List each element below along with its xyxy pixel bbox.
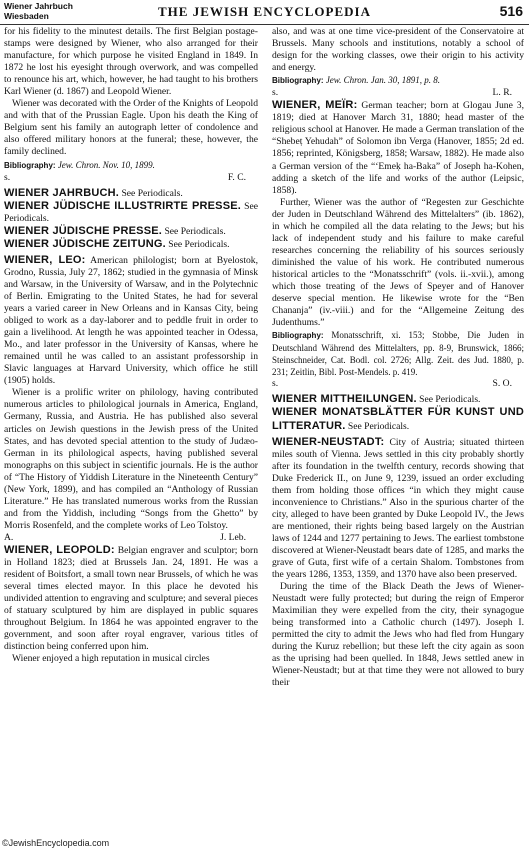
signature-code: A.: [4, 531, 14, 543]
entry-body: American philologist; born at Byelostok, Grodno, Russia, July 27, 1862; studied in the gymnasia of Minsk and Warsaw, in the University of Warsaw, and in the Polytechnic of Berlin. Emigrating to the United States, he had for several years a varied career in New Orleans and in Kansas City, being obliged to work as a day-laborer and to peddle fruit in order to gain a livelihood. At length he was appointed teacher in Odessa, Mo., and later professor in the University of Kansas, where he remained until he was called to an assistant professorship in Slavic languages at Harvard University, which office he still (1905) holds.: [4, 254, 259, 387]
entry-wiener-mittheilungen: [272, 393, 524, 406]
paragraph: Wiener was decorated with the Order of the Knights of Leopold and with that of the Prussian Eagle. Upon his death the King of Belgium sent his family an autograph letter of condolence and also offered military honors at the funeral; these, however, the family declined.: [4, 98, 258, 158]
running-head: [0, 0, 529, 25]
entry-wiener-judische-zeitung: [4, 238, 258, 251]
bibliography-text: Jew. Chron. Nov. 10, 1899.: [57, 159, 155, 170]
entry-wiener-judische-presse: [4, 225, 258, 238]
entry-wiener-monatsblatter: [272, 406, 524, 432]
signature-line: [272, 378, 524, 390]
page-number: 516: [499, 3, 523, 19]
entry-body: Belgian engraver and sculptor; born in Holland 1823; died at Brussels Jan. 24, 1891. He was a resident of Boitsfort, a small town near Brussels, of which he was several times elected mayor. In this place he devoted his undivided attention to engraving and sculpture; and several pieces of statuary sculptured by him are displayed in public squares throughout Belgium. In 1864 he was appointed engraver to the government, and soon after royal engraver, various titles of distinction being conferred upon him.: [4, 544, 258, 653]
entry-body: City of Austria; situated thirteen miles south of Vienna. Jews settled in this city probably shortly after its foundation in the twelfth century, records showing that Duke Frederick II., on June 9, 1239, issued an order excluding them from holding those offices “in which they might cause inconvenience to Christians.” Also in the spurious charter of the city, alleged to have been granted by Duke Leopold IV., the Jews are mentioned, their rights being based largely on the Austrian laws of 1244 and 1277 pertaining to Jews. The earliest tombstone discovered at Wiener-Neustadt bears date of 1285, and marks the grave of Guta, first wife of a certain Shalom. Tombstones from the years 1286, 1353, 1359, and 1370 have also been preserved.: [272, 436, 524, 581]
signature-line: [272, 87, 524, 99]
signature-initials: L. R.: [492, 87, 512, 99]
entry-crossref: See Periodicals.: [168, 238, 230, 250]
entry-crossref: See Periodicals.: [121, 187, 183, 199]
entry-crossref: See Periodicals.: [419, 394, 481, 406]
entry-headword: WIENER JÜDISCHE ZEITUNG.: [4, 237, 166, 250]
signature-initials: J. Leb.: [220, 531, 246, 543]
page-title: THE JEWISH ENCYCLOPEDIA: [158, 4, 371, 19]
entry-headword: WIENER, MEÏR:: [272, 99, 358, 112]
entry-headword: WIENER MITTHEILUNGEN.: [272, 393, 417, 406]
entry-wiener-meir: [272, 99, 524, 196]
signature-line: [4, 172, 258, 184]
entry-wiener-jahrbuch: [4, 187, 258, 200]
site-credit: ©JewishEncyclopedia.com: [2, 838, 110, 848]
paragraph: During the time of the Black Death the Jews of Wiener-Neustadt were fully protected; but during the reign of Emperor Maximilian they were expelled from the city, their synagogue being transformed into a Catholic church (1497). Joseph I. permitted the city to admit the Jews who had fled from Hungary during the Kuruz rebellion; but these left the city again as soon as the uprising had been quelled. In 1848, Jews settled anew in Wiener-Neustadt; but at that time they were not allowed to bury their: [272, 581, 524, 689]
entry-headword: WIENER MONATSBLÄTTER FÜR KUNST UND LITTERATUR.: [272, 406, 524, 432]
entry-wiener-leopold: [4, 544, 258, 653]
entry-headword: WIENER, LEOPOLD:: [4, 543, 115, 556]
signature-line: [4, 532, 258, 544]
signature-code: s.: [4, 171, 11, 183]
entry-headword: WIENER, LEO:: [4, 253, 86, 266]
bibliography-label: Bibliography:: [272, 76, 324, 86]
bibliography: [272, 74, 524, 87]
bibliography-text: Monatsschrift, xi. 153; Stobbe, Die Juden in Deutschland Während des Mittelalters, pp. 8-9, Brunswick, 1866; Steinschneider, Cat. Bodl. col. 2726; Allg. Zeit. des Jud. 1880, p. 231; Zeitlin, Bibl. Post-Mendels. p. 419.: [272, 330, 524, 378]
bibliography: [272, 329, 524, 378]
signature-code: s.: [272, 87, 279, 99]
entry-headword: WIENER JÜDISCHE ILLUSTRIRTE PRESSE.: [4, 199, 242, 212]
entry-headword: WIENER JAHRBUCH.: [4, 186, 120, 199]
paragraph: Wiener enjoyed a high reputation in musical circles: [12, 653, 210, 665]
left-column: [4, 26, 258, 665]
catchword-first: Wiener Jahrbuch: [4, 1, 73, 11]
entry-body: German teacher; born at Glogau June 3, 1819; died at Hanover March 31, 1880; head master of the religious school at Hanover. He made a German translation of the “Shebeṭ Yehudah” of Solomon ibn Verga (Hanover, 1855; 2d ed. 1856; reprinted, Königsberg, 1858; Warsaw, 1882). He made also a German version of the “‘Emeḳ ha-Baka” of Joseph ha-Kohen, adding a sketch of the life and works of the author (Leipsic, 1858).: [272, 100, 524, 196]
entry-wiener-leo: [4, 254, 258, 388]
bibliography: [4, 159, 258, 172]
right-column: [272, 26, 524, 690]
entry-headword: WIENER-NEUSTADT:: [272, 435, 385, 448]
entry-crossref: See Periodicals.: [164, 225, 226, 237]
bibliography-label: Bibliography:: [4, 160, 56, 170]
paragraph: Wiener is a prolific writer on philology, having contributed numerous articles to philological journals in America, England, Germany, Russia, and Austria. He has published also several articles on Jewish questions in the Jewish press of the United States, and has devoted special attention to the study of Judæo-German in its philological aspects, having published several monographs on this subject in scientific journals. He is the author of “The History of Yiddish Literature in the Nineteenth Century” (New York, 1899), and has compiled an “Anthology of Russian Literature.” He has translated numerous works from the Russian and from the Yiddish, including “Songs from the Ghetto” by Morris Rosenfeld, and the complete works of Leo Tolstoy.: [4, 387, 258, 531]
entry-wiener-judische-illustrirte-presse: [4, 200, 258, 225]
entry-crossref: See Periodicals.: [4, 200, 258, 224]
paragraph: Further, Wiener was the author of “Regesten zur Geschichte der Juden in Deutschland Während des Mittelalters” (ib. 1862), in which he compiled all the data relating to the Jews; but his lack of independent study and his failure to make careful researches concerning the reliability of his sources seriously diminished the value of his work. He contributed numerous historical articles to the “Monatsschrift” (vols. ii.-xvii.), among which those treating of the Jews of Speyer and of Hanover deserve special mention. He likewise wrote for the “Ben Chananja” (iv.-viii.) and for the “Allgemeine Zeitung des Judenthums.”: [272, 196, 524, 329]
signature-initials: F. C.: [227, 171, 246, 183]
catchword-last: Wiesbaden: [4, 11, 49, 21]
entry-wiener-neustadt: [272, 436, 524, 582]
paragraph: for his fidelity to the minutest details. The first Belgian postage-stamps were designed by Wiener, who also arranged for their manufacture, for which purpose he visited England in 1849. In 1872 he lost his eyesight through overwork, and was compelled to renounce his art, which, however, he had taught to his brothers Karl Wiener (d. 1867) and Leopold Wiener.: [4, 26, 258, 98]
paragraph: also, and was at one time vice-president of the Conservatoire at Brussels. Many schools and institutions, notably a school of design for the working classes, owe their origin to his activity and energy.: [272, 26, 524, 74]
signature-code: s.: [272, 378, 279, 390]
entry-headword: WIENER JÜDISCHE PRESSE.: [4, 224, 163, 237]
signature-initials: S. O.: [492, 378, 512, 390]
entry-crossref: See Periodicals.: [347, 420, 410, 432]
bibliography-text: Jew. Chron. Jan. 30, 1891, p. 8.: [325, 75, 441, 86]
bibliography-label: Bibliography:: [272, 331, 324, 341]
